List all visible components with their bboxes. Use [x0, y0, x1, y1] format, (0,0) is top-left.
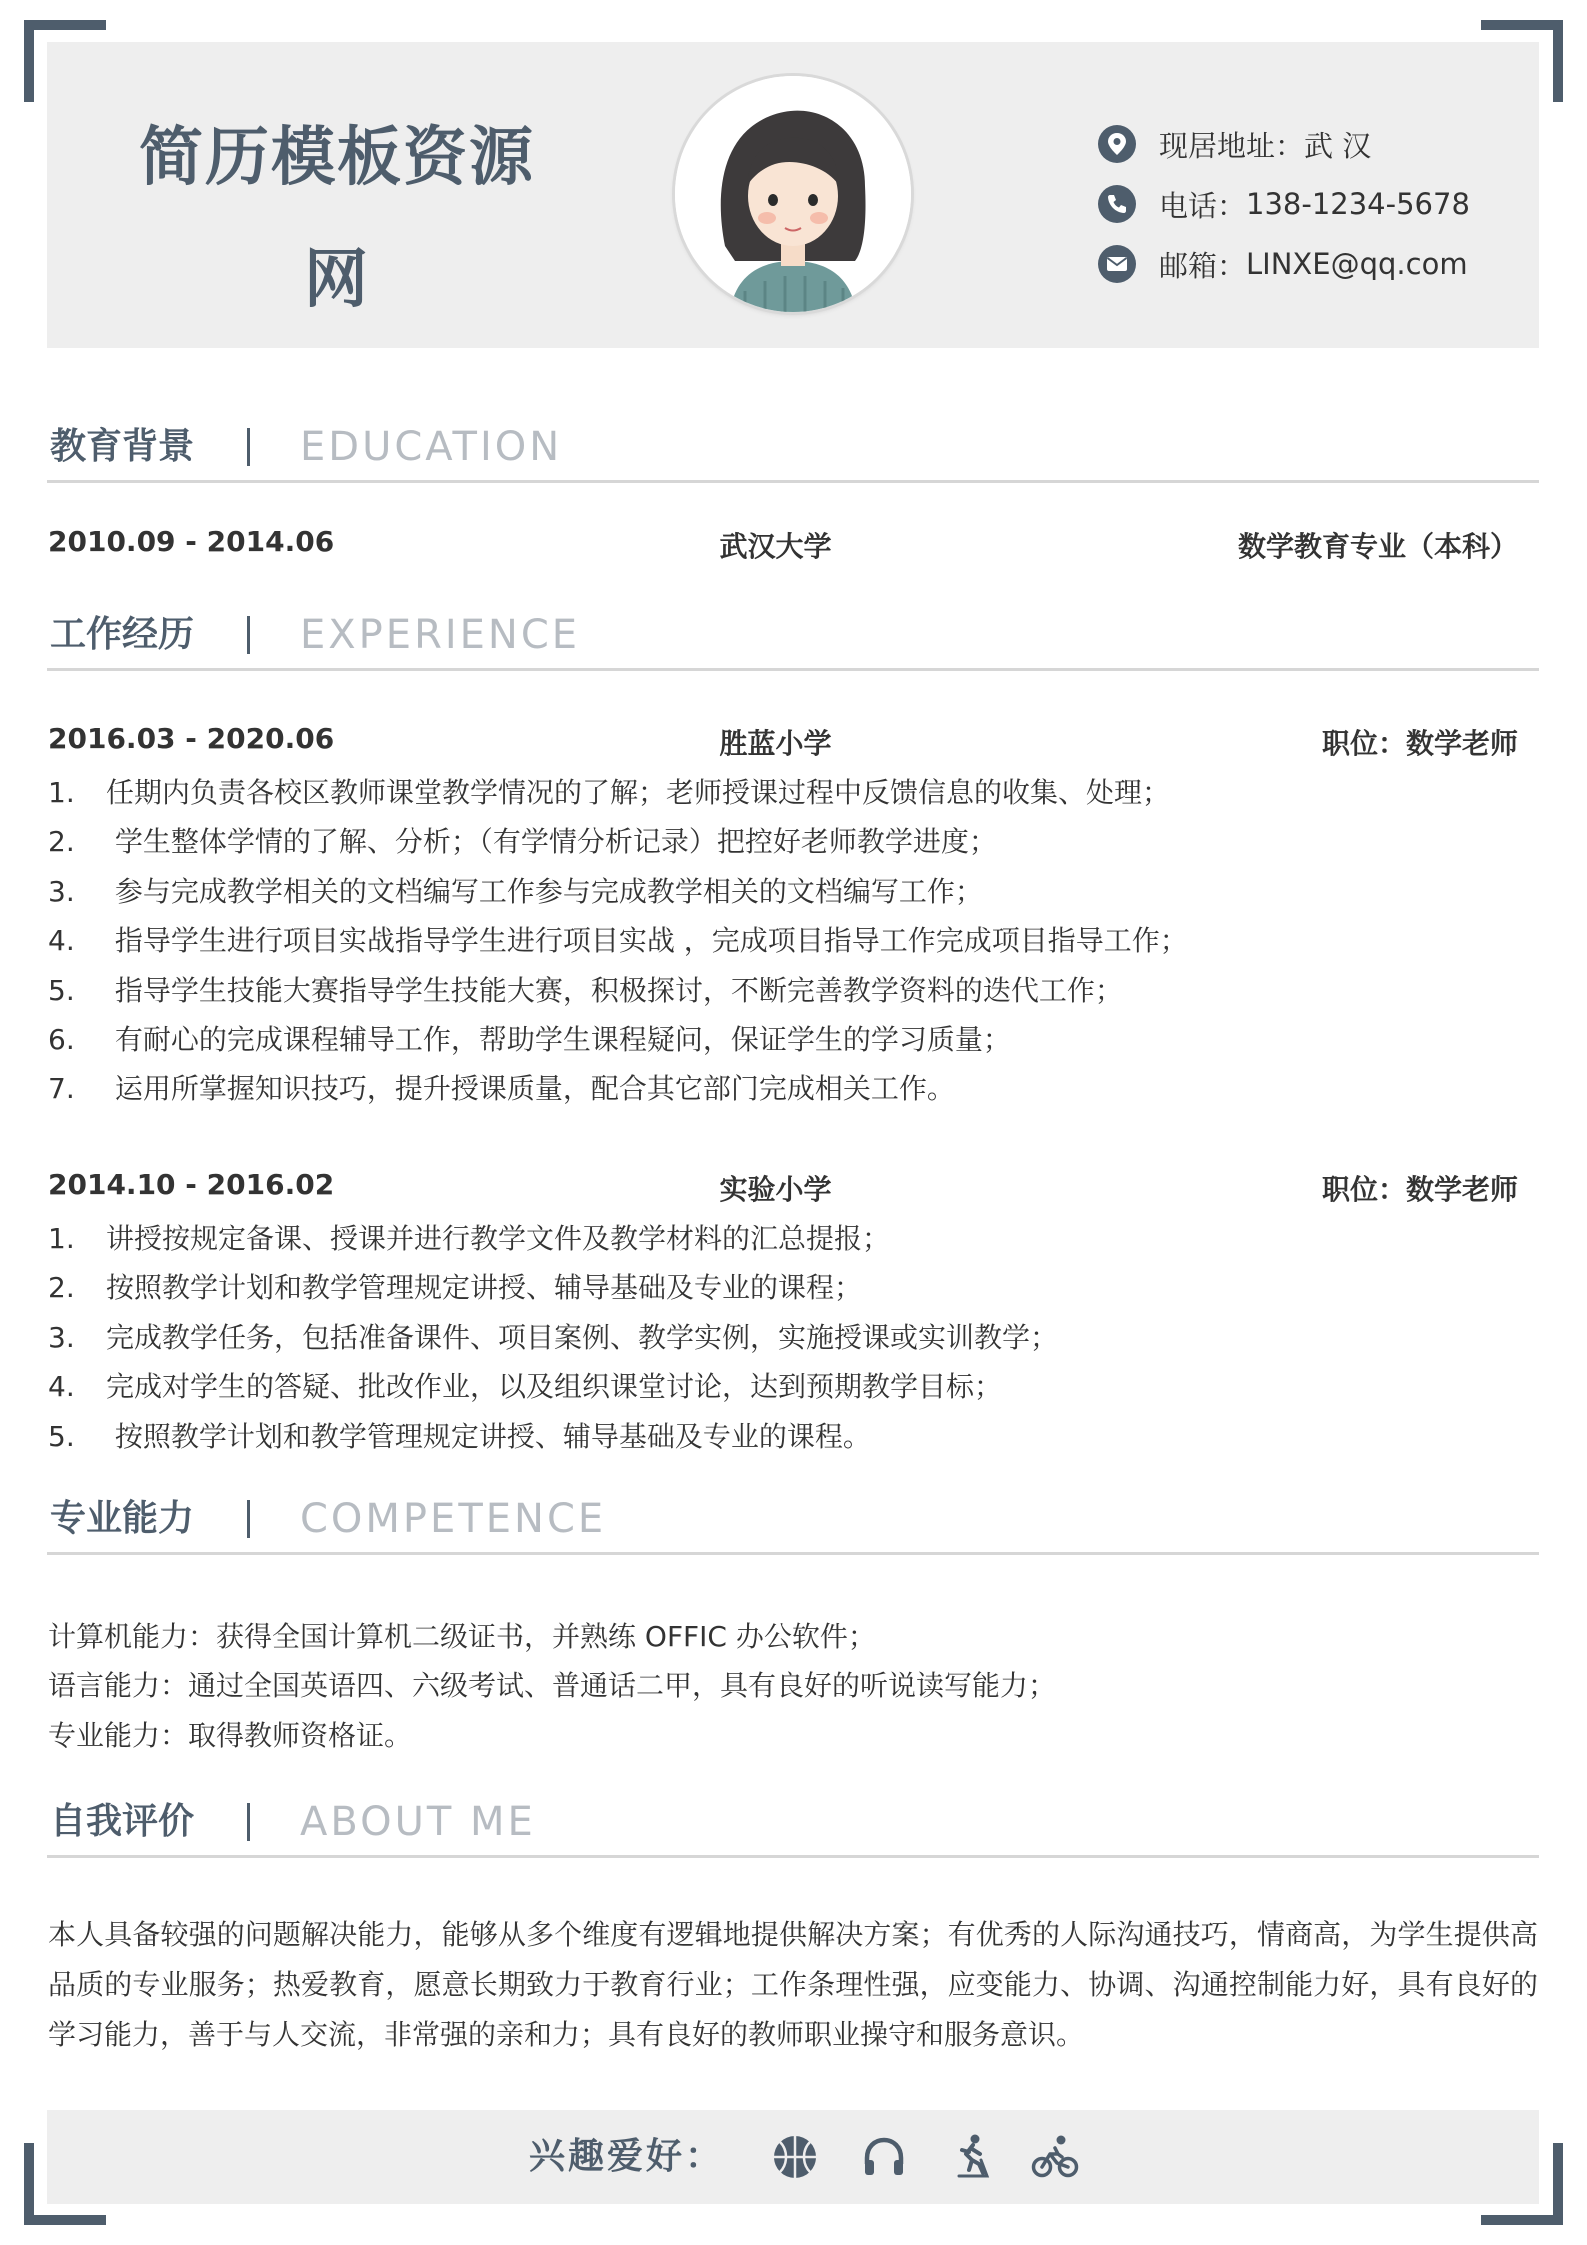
list-item [48, 966, 1188, 1015]
avatar-illustration [675, 76, 911, 312]
headphones-icon [859, 2132, 909, 2182]
list-number: 3. [48, 1320, 75, 1354]
contact-phone-label: 电话： [1159, 188, 1247, 223]
list-text: 按照教学计划和教学管理规定讲授、辅导基础及专业的课程； [106, 1271, 863, 1305]
list-number: 2. [48, 1271, 75, 1305]
competence-item: 语言能力：通过全国英语四、六级考试、普通话二甲，具有良好的听说读写能力； [48, 1669, 1057, 1703]
education-school: 武汉大学 [719, 530, 832, 563]
list-number: 3. [48, 874, 75, 908]
section-title-en: EDUCATION [300, 424, 563, 470]
resume-name [137, 97, 537, 341]
contact-address-label: 现居地址： [1159, 128, 1305, 163]
list-text: 有耐心的完成课程辅导工作，帮助学生课程疑问，保证学生的学习质量； [106, 1023, 1011, 1057]
list-number: 5. [48, 1419, 75, 1453]
contact-email-value: LINXE@qq.com [1246, 247, 1468, 281]
job-organization: 胜蓝小学 [719, 727, 832, 760]
email-icon [1097, 244, 1137, 284]
list-number: 4. [48, 924, 75, 958]
contact-phone-value: 138-1234-5678 [1246, 187, 1470, 221]
section-experience [47, 608, 1539, 671]
section-divider [247, 616, 250, 654]
job-organization: 实验小学 [719, 1173, 832, 1206]
list-item [48, 867, 1188, 916]
list-item [48, 1015, 1188, 1064]
job-duties-list [48, 768, 1188, 1114]
section-about [47, 1795, 1539, 1858]
list-text: 按照教学计划和教学管理规定讲授、辅导基础及专业的课程。 [106, 1419, 871, 1453]
list-item [48, 1263, 1058, 1312]
contact-address-value: 武 汉 [1304, 128, 1372, 163]
section-divider [247, 1803, 250, 1841]
list-number: 5. [48, 973, 75, 1007]
list-item [48, 817, 1188, 866]
education-period: 2010.09 - 2014.06 [48, 525, 335, 558]
competence-item: 专业能力：取得教师资格证。 [48, 1718, 413, 1752]
list-item [48, 1064, 1188, 1113]
contact-phone [1097, 174, 1470, 234]
section-divider [247, 1500, 250, 1538]
list-item [48, 1214, 1058, 1263]
competence-item: 计算机能力：获得全国计算机二级证书，并熟练 OFFIC 办公软件； [48, 1620, 876, 1653]
list-number: 1. [48, 1222, 75, 1255]
job-duties-list [48, 1214, 1058, 1461]
list-item [48, 768, 1188, 817]
avatar [675, 76, 911, 312]
competence-list [48, 1612, 1056, 1760]
job-header [48, 1168, 1518, 1208]
job-position: 职位：数学老师 [1321, 727, 1518, 760]
list-number: 7. [48, 1072, 75, 1106]
job-period: 2016.03 - 2020.06 [48, 722, 335, 755]
job-header [48, 722, 1518, 762]
section-education [47, 420, 1539, 483]
contact-email-label: 邮箱： [1159, 248, 1247, 283]
list-item [48, 1313, 1058, 1362]
list-text: 指导学生进行项目实战指导学生进行项目实战 ，完成项目指导工作完成项目指导工作； [106, 924, 1188, 958]
list-number: 1. [48, 776, 75, 809]
header-panel [47, 42, 1539, 348]
section-divider [247, 428, 250, 466]
list-text: 讲授按规定备课、授课并进行教学文件及教学材料的汇总提报； [106, 1222, 891, 1255]
section-title-cn: 工作经历 [50, 614, 195, 655]
list-text: 学生整体学情的了解、分析；（有学情分析记录）把控好老师教学进度； [106, 825, 997, 859]
list-item [48, 1412, 1058, 1461]
hobbies-label: 兴趣爱好： [529, 2136, 725, 2177]
list-text: 参与完成教学相关的文档编写工作参与完成教学相关的文档编写工作； [106, 874, 983, 908]
education-major: 数学教育专业（本科） [1237, 530, 1518, 563]
job-period: 2014.10 - 2016.02 [48, 1168, 335, 1201]
section-title-en: ABOUT ME [300, 1799, 536, 1845]
list-text: 任期内负责各校区教师课堂教学情况的了解；老师授课过程中反馈信息的收集、处理； [106, 776, 1171, 809]
section-title-en: EXPERIENCE [300, 612, 581, 658]
list-number: 4. [48, 1370, 75, 1404]
contact-info [1097, 114, 1470, 294]
cycling-icon [1030, 2132, 1080, 2182]
name-line-1: 简历模板资源 [139, 121, 535, 195]
location-icon [1097, 124, 1137, 164]
about-paragraph: 本人具备较强的问题解决能力，能够从多个维度有逻辑地提供解决方案；有优秀的人际沟通技巧，情商高，为学生提供高品质的专业服务；热爱教育，愿意长期致力于教育行业；工作条理性强，应变能力、协调、沟通控制能力好，具有良好的学习能力，善于与人交流，非常强的亲和力；具有良好的教师职业操守和服务意识。 [48, 1918, 1538, 2051]
list-text: 完成教学任务，包括准备课件、项目案例、教学实例，实施授课或实训教学； [106, 1320, 1059, 1354]
section-competence [47, 1492, 1539, 1555]
list-item [48, 916, 1188, 965]
list-item [48, 1362, 1058, 1411]
section-title-cn: 专业能力 [50, 1498, 195, 1539]
name-line-2: 网 [304, 243, 370, 317]
section-title-cn: 教育背景 [50, 426, 195, 467]
list-number: 6. [48, 1023, 75, 1057]
education-row [48, 525, 1518, 565]
running-icon [947, 2132, 997, 2182]
contact-address [1097, 114, 1470, 174]
list-number: 2. [48, 825, 75, 859]
basketball-icon [770, 2132, 820, 2182]
contact-email [1097, 234, 1470, 294]
list-text: 运用所掌握知识技巧，提升授课质量，配合其它部门完成相关工作。 [106, 1072, 955, 1106]
section-title-cn: 自我评价 [50, 1801, 195, 1842]
job-position: 职位：数学老师 [1321, 1173, 1518, 1206]
section-title-en: COMPETENCE [300, 1496, 607, 1542]
list-text: 指导学生技能大赛指导学生技能大赛，积极探讨，不断完善教学资料的迭代工作； [106, 973, 1123, 1007]
hobbies-bar [47, 2110, 1539, 2204]
list-text: 完成对学生的答疑、批改作业，以及组织课堂讨论，达到预期教学目标； [106, 1370, 1003, 1404]
phone-icon [1097, 184, 1137, 224]
